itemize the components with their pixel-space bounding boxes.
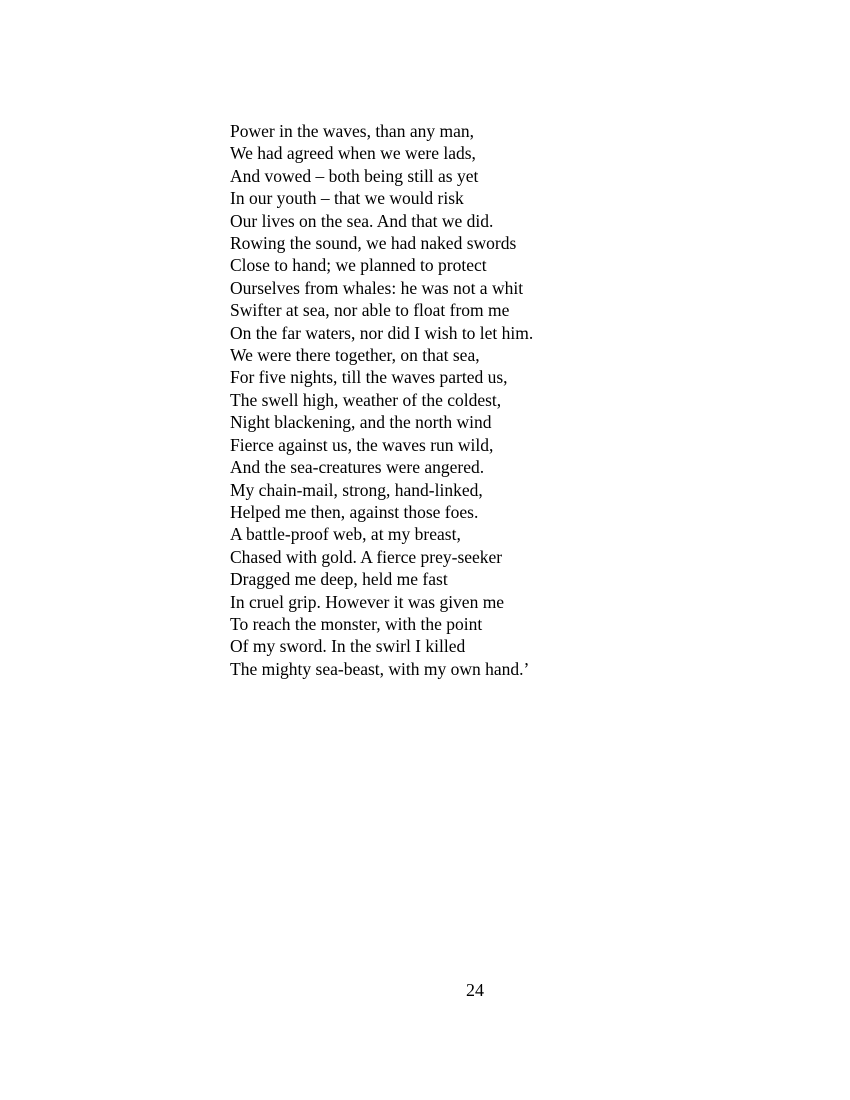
poem-line: Close to hand; we planned to protect: [230, 255, 487, 276]
poem-line: Fierce against us, the waves run wild,: [230, 434, 494, 455]
poem-line: And the sea-creatures were angered.: [230, 457, 485, 478]
poem-line: Chased with gold. A fierce prey-seeker: [230, 546, 503, 567]
poem-line: A battle-proof web, at my breast,: [230, 524, 461, 545]
poem-line: In our youth – that we would risk: [230, 188, 464, 209]
poem-line: The mighty sea-beast, with my own hand.’: [230, 658, 530, 679]
poem-line: We had agreed when we were lads,: [230, 143, 476, 164]
poem-line: To reach the monster, with the point: [230, 613, 483, 634]
poem-line: Power in the waves, than any man,: [230, 121, 474, 141]
poem-line: Dragged me deep, held me fast: [230, 569, 448, 590]
poem-line: On the far waters, nor did I wish to let him.: [230, 322, 534, 343]
poem-line: Rowing the sound, we had naked swords: [230, 233, 517, 254]
poem-line: And vowed – both being still as yet: [230, 165, 479, 186]
poem-line: Of my sword. In the swirl I killed: [230, 636, 466, 657]
poem-line: We were there together, on that sea,: [230, 345, 480, 366]
poem-line: Our lives on the sea. And that we did.: [230, 210, 494, 231]
poem-line: Swifter at sea, nor able to float from me: [230, 300, 510, 321]
poem-text: [230, 120, 790, 680]
poem-line: In cruel grip. However it was given me: [230, 591, 505, 612]
poem-line: For five nights, till the waves parted us,: [230, 367, 508, 388]
poem-line: Night blackening, and the north wind: [230, 412, 492, 433]
poem-line: Helped me then, against those foes.: [230, 501, 479, 522]
poem-line: Ourselves from whales: he was not a whit: [230, 277, 524, 298]
poem-line: The swell high, weather of the coldest,: [230, 389, 502, 410]
poem-line: My chain-mail, strong, hand-linked,: [230, 479, 483, 500]
page-number: 24: [466, 980, 484, 1000]
